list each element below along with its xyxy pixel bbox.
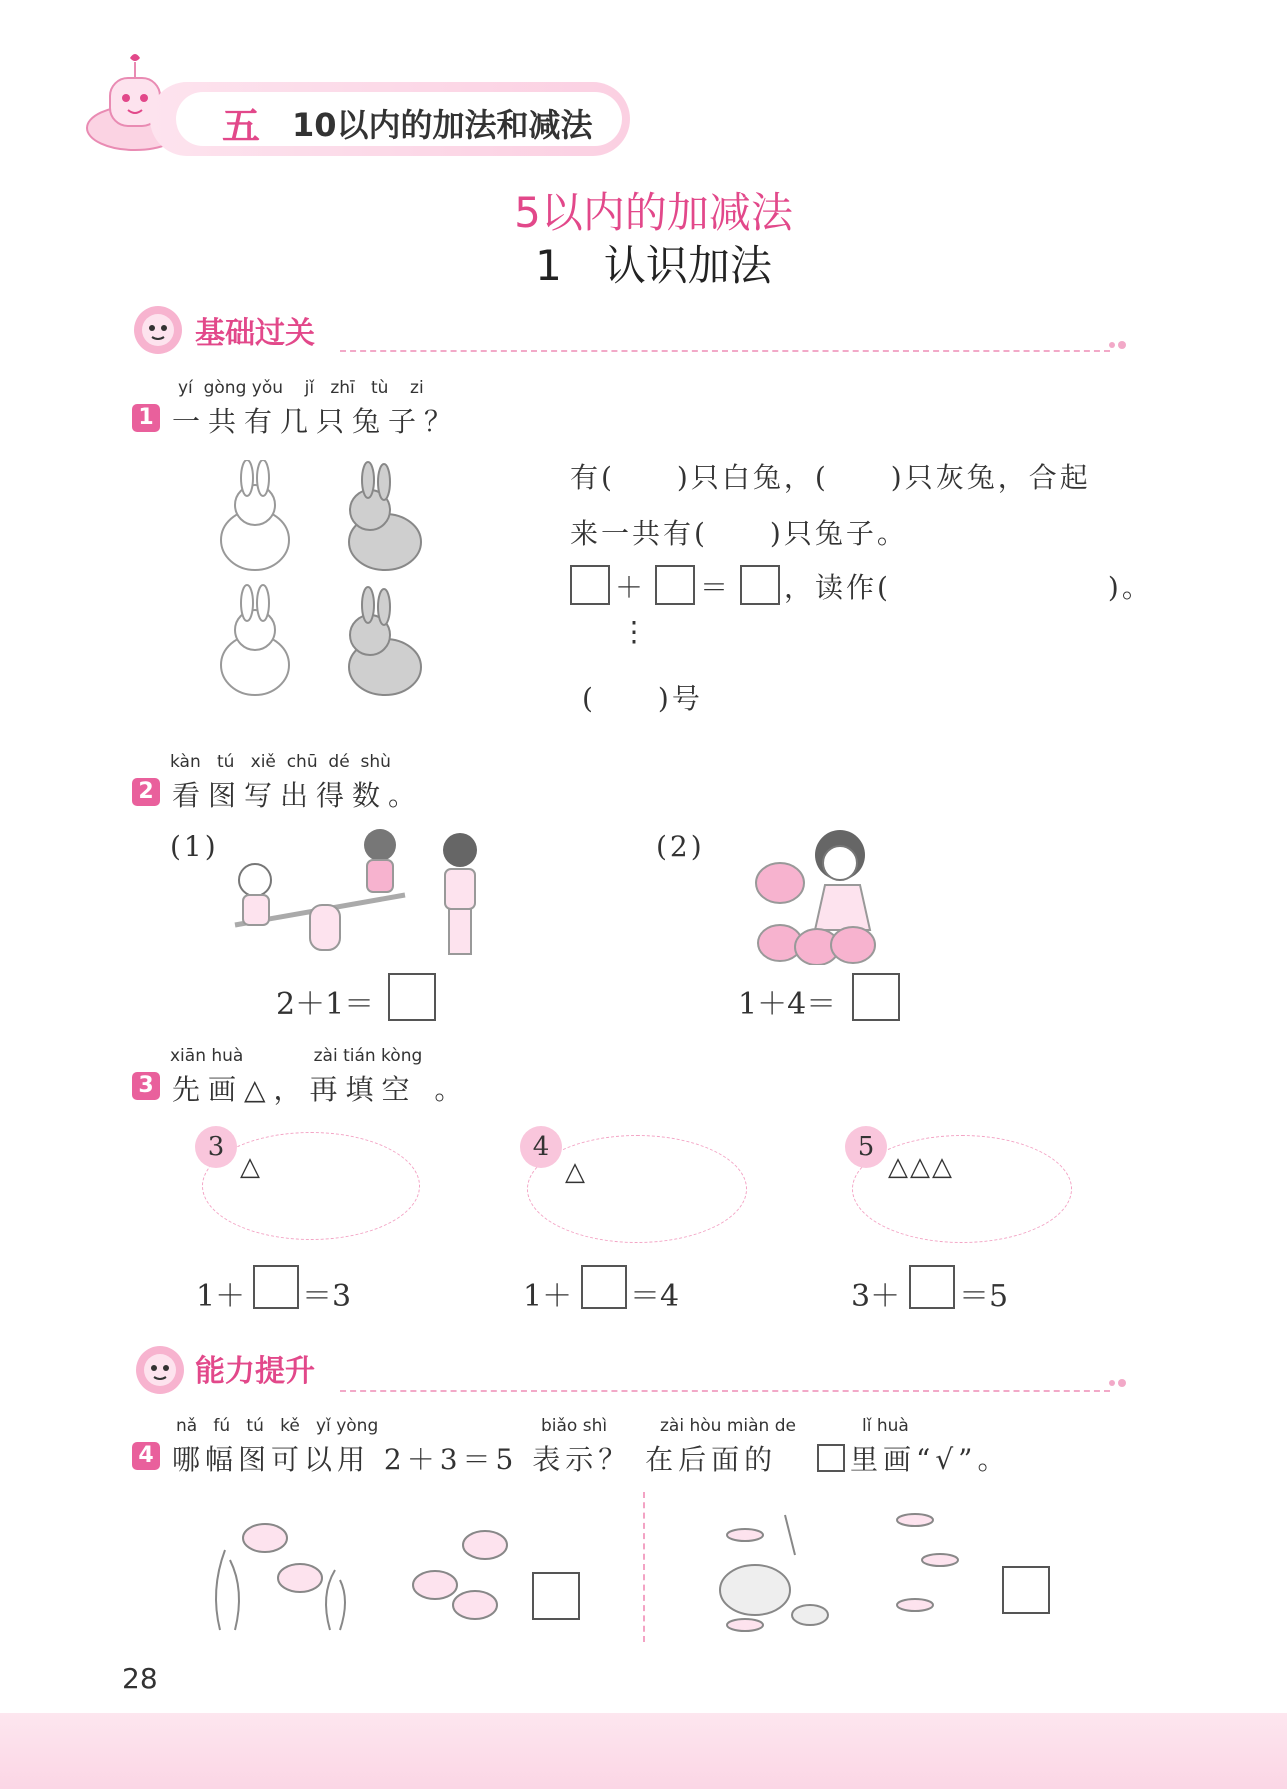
girl-balloons-illustration xyxy=(745,825,895,965)
equals-sign: ＝ xyxy=(700,571,732,604)
children-seesaw-illustration xyxy=(215,825,485,965)
question-number-badge: 2 xyxy=(132,778,160,806)
triangles: △△△ xyxy=(888,1152,954,1182)
answer-box[interactable] xyxy=(253,1265,299,1309)
group-number-badge: 3 xyxy=(195,1126,237,1168)
q3-eq-left: 3＋ xyxy=(851,1279,901,1314)
q3-eq-right: ＝5 xyxy=(959,1279,1009,1314)
answer-box[interactable] xyxy=(852,973,900,1021)
monkey-mascot-icon xyxy=(132,1340,188,1396)
q1-symbol-line: ( )号 xyxy=(582,682,703,715)
question-number-badge: 4 xyxy=(132,1442,160,1470)
answer-box[interactable] xyxy=(570,565,610,605)
inline-box-icon xyxy=(817,1444,845,1472)
triangles: △ xyxy=(240,1152,262,1182)
q1-text: 一共有几只兔子？ xyxy=(172,405,461,438)
answer-box[interactable] xyxy=(581,1265,627,1309)
triangles: △ xyxy=(565,1157,587,1187)
sub-title: 5以内的加减法 xyxy=(514,188,793,237)
rabbits-illustration xyxy=(200,460,440,710)
q2-part1-label: (1) xyxy=(170,830,219,863)
q3-eq-right: ＝4 xyxy=(630,1279,680,1314)
group-number-badge: 4 xyxy=(520,1126,562,1168)
dragonfly-illustration xyxy=(715,1495,985,1645)
goldfish-illustration xyxy=(205,1500,525,1640)
answer-box[interactable] xyxy=(388,973,436,1021)
q3-eq-left: 1＋ xyxy=(196,1279,246,1314)
q1-read-as: ，读作( )。 xyxy=(784,571,1153,604)
monkey-mascot-icon xyxy=(130,300,186,356)
answer-box[interactable] xyxy=(532,1572,580,1620)
plus-sign: ＋ xyxy=(615,571,647,604)
q2-text: 看图写出得数。 xyxy=(172,779,425,812)
q3-text: 先画△，再填空 。 xyxy=(172,1073,471,1106)
section-divider xyxy=(340,1390,1110,1392)
q4-pinyin: lǐ huà xyxy=(862,1416,909,1436)
q2-pinyin: kàn tú xiě chū dé shù xyxy=(170,752,391,772)
q4-pinyin: nǎ fú tú kě yǐ yòng xyxy=(176,1416,379,1436)
unit-title: 10以内的加法和减法 xyxy=(292,106,593,144)
section-divider xyxy=(340,350,1110,352)
answer-box[interactable] xyxy=(1002,1566,1050,1614)
section-title-advanced: 能力提升 xyxy=(195,1354,315,1389)
vertical-dots: ⋮ xyxy=(620,615,651,648)
dots-decoration-icon xyxy=(1108,1378,1132,1388)
section-title-basic: 基础过关 xyxy=(195,316,315,351)
q2-part2-label: (2) xyxy=(656,830,705,863)
lesson-title: 1 认识加法 xyxy=(535,241,772,290)
dots-decoration-icon xyxy=(1108,340,1132,350)
page-number: 28 xyxy=(122,1662,158,1695)
q2-eq2: 1＋4＝ xyxy=(738,987,837,1022)
q1-line1: 有( )只白兔，( )只灰兔，合起 xyxy=(570,461,1091,494)
question-number-badge: 1 xyxy=(132,404,160,432)
q2-eq1: 2＋1＝ xyxy=(276,987,375,1022)
q4-text-end: 里画“√”。 xyxy=(850,1443,1011,1476)
q4-text: 哪幅图可以用 2＋3＝5 表示？ 在后面的 xyxy=(172,1443,778,1476)
q3-pinyin: xiān huà zài tián kòng xyxy=(170,1046,423,1066)
q4-pinyin: zài hòu miàn de xyxy=(660,1416,796,1436)
answer-box[interactable] xyxy=(909,1265,955,1309)
group-number-badge: 5 xyxy=(845,1126,887,1168)
q1-pinyin: yí gòng yǒu jǐ zhī tù zi xyxy=(178,378,424,398)
question-number-badge: 3 xyxy=(132,1072,160,1100)
picture-divider xyxy=(643,1492,645,1642)
answer-box[interactable] xyxy=(740,565,780,605)
footer-band xyxy=(0,1713,1287,1789)
q3-eq-left: 1＋ xyxy=(523,1279,573,1314)
q1-line2: 来一共有( )只兔子。 xyxy=(570,517,908,550)
q4-pinyin: biǎo shì xyxy=(541,1416,608,1436)
q3-eq-right: ＝3 xyxy=(302,1279,352,1314)
unit-number: 五 xyxy=(222,104,261,148)
answer-box[interactable] xyxy=(655,565,695,605)
